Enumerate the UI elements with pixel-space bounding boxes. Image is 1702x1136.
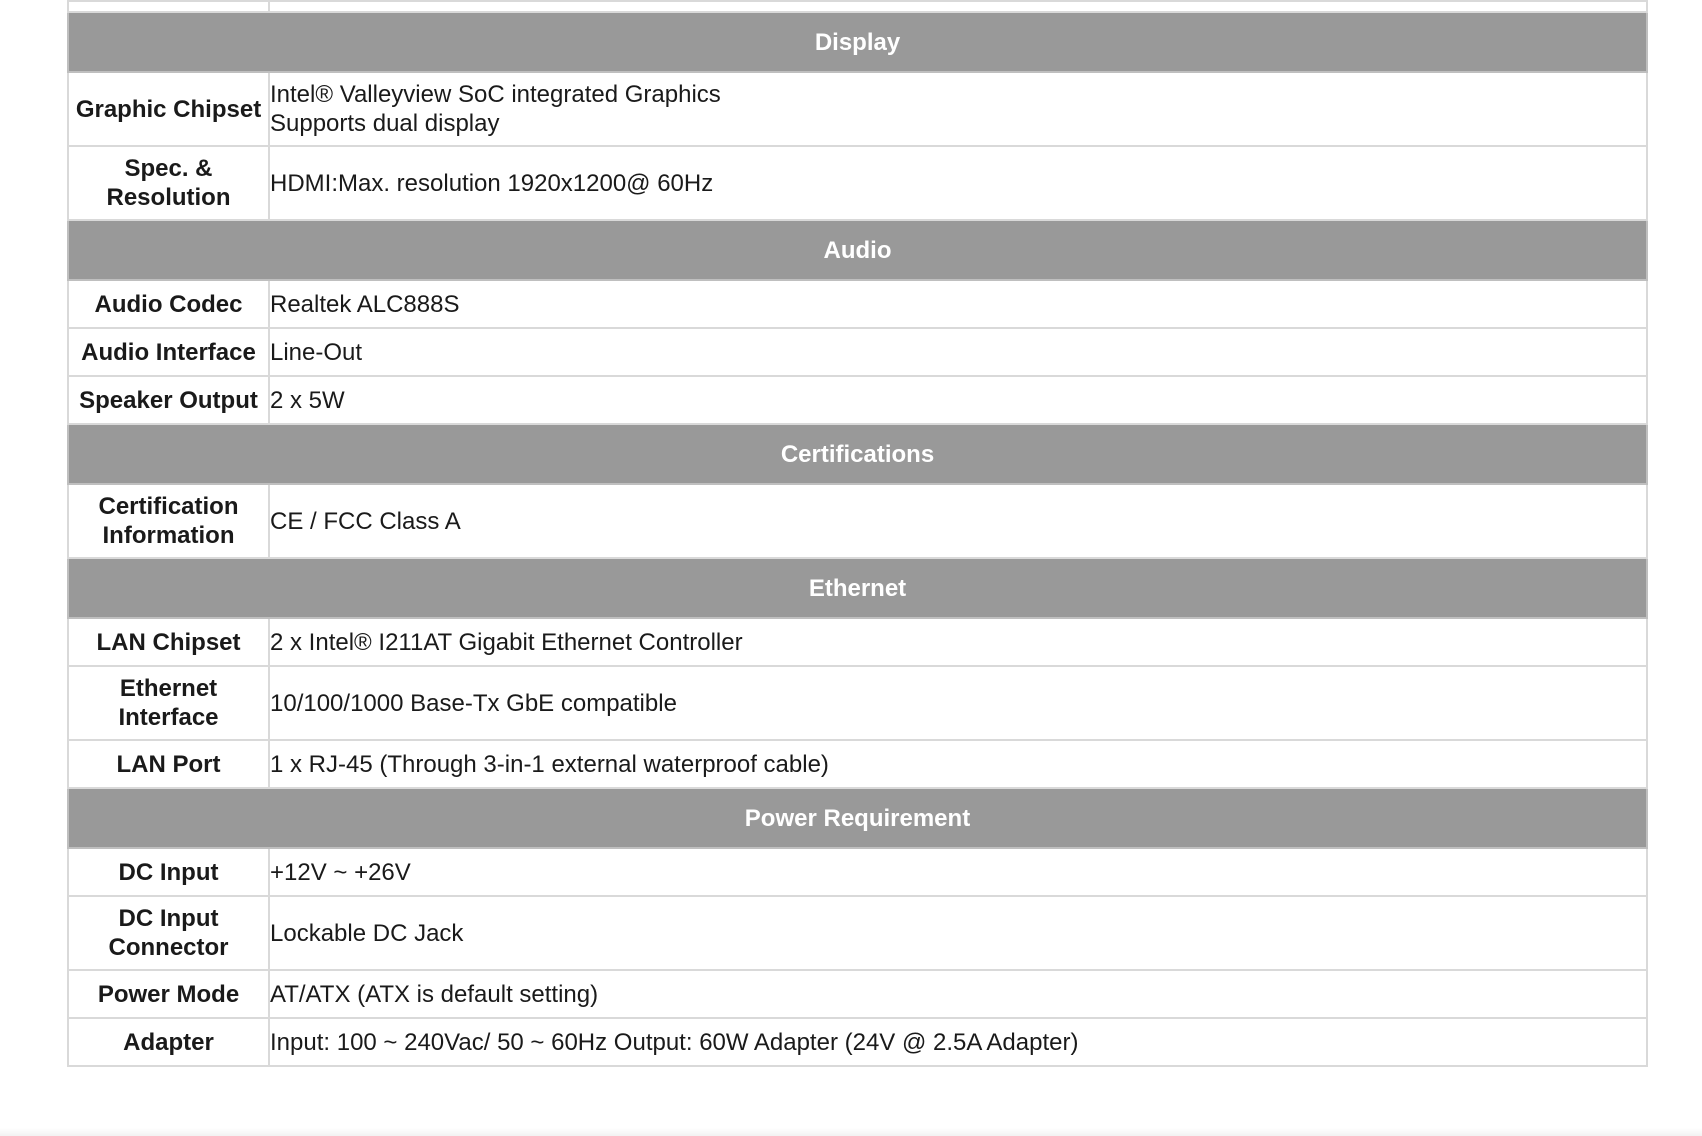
row-value: Input: 100 ~ 240Vac/ 50 ~ 60Hz Output: 60W Adapter (24V @ 2.5A Adapter) <box>269 1018 1647 1066</box>
row-value: AT/ATX (ATX is default setting) <box>269 970 1647 1018</box>
table-row <box>68 328 1647 376</box>
row-label: DC Input <box>68 848 269 896</box>
row-value: +12V ~ +26V <box>269 848 1647 896</box>
row-label: Ethernet Interface <box>68 666 269 740</box>
row-value: Line-Out <box>269 328 1647 376</box>
row-label: Adapter <box>68 1018 269 1066</box>
spec-table <box>67 0 1648 1067</box>
row-label: LAN Chipset <box>68 618 269 666</box>
section-title: Display <box>68 12 1647 72</box>
value-cell <box>269 1 1647 12</box>
row-value: Realtek ALC888S <box>269 280 1647 328</box>
bottom-edge-shadow <box>0 1128 1702 1136</box>
section-title: Ethernet <box>68 558 1647 618</box>
section-header-ethernet <box>68 558 1647 618</box>
section-header-certifications <box>68 424 1647 484</box>
value-line: Intel® Valleyview SoC integrated Graphics <box>270 81 721 108</box>
table-row <box>68 72 1647 146</box>
section-title: Certifications <box>68 424 1647 484</box>
label-cell <box>68 1 269 12</box>
row-label: Audio Codec <box>68 280 269 328</box>
table-row <box>68 970 1647 1018</box>
row-value: HDMI:Max. resolution 1920x1200@ 60Hz <box>269 146 1647 220</box>
table-row <box>68 848 1647 896</box>
row-label: Certification Information <box>68 484 269 558</box>
row-label: Power Mode <box>68 970 269 1018</box>
row-label: Speaker Output <box>68 376 269 424</box>
table-row <box>68 376 1647 424</box>
table-row <box>68 484 1647 558</box>
table-row <box>68 740 1647 788</box>
row-value: Lockable DC Jack <box>269 896 1647 970</box>
section-header-display <box>68 12 1647 72</box>
row-value: 2 x 5W <box>269 376 1647 424</box>
row-label: Graphic Chipset <box>68 72 269 146</box>
row-value: CE / FCC Class A <box>269 484 1647 558</box>
spec-table-container <box>67 0 1648 1067</box>
section-title: Audio <box>68 220 1647 280</box>
section-header-power-requirement <box>68 788 1647 848</box>
section-header-audio <box>68 220 1647 280</box>
row-value: 1 x RJ-45 (Through 3-in-1 external waterproof cable) <box>269 740 1647 788</box>
row-label: DC Input Connector <box>68 896 269 970</box>
table-row-cut-off <box>68 1 1647 12</box>
table-row <box>68 146 1647 220</box>
row-label: LAN Port <box>68 740 269 788</box>
table-row <box>68 1018 1647 1066</box>
value-line: Supports dual display <box>270 110 500 137</box>
row-value <box>269 72 1647 146</box>
section-title: Power Requirement <box>68 788 1647 848</box>
row-value: 10/100/1000 Base-Tx GbE compatible <box>269 666 1647 740</box>
row-label: Audio Interface <box>68 328 269 376</box>
table-row <box>68 618 1647 666</box>
row-label: Spec. & Resolution <box>68 146 269 220</box>
table-row <box>68 666 1647 740</box>
table-row <box>68 280 1647 328</box>
table-row <box>68 896 1647 970</box>
row-value: 2 x Intel® I211AT Gigabit Ethernet Controller <box>269 618 1647 666</box>
